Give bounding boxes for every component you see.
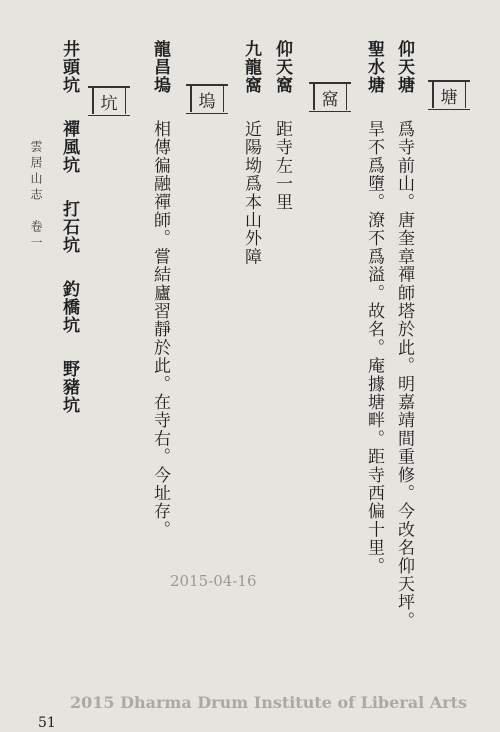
- keng-item: 釣橋坑: [59, 280, 79, 334]
- entry-term: 仰天塘: [394, 40, 414, 94]
- entry-term: 九龍窩: [241, 40, 261, 94]
- page-number: 51: [38, 715, 56, 731]
- section-heading-wo: 窩: [309, 82, 351, 112]
- keng-item: 打石坑: [59, 200, 79, 254]
- running-head: 雲居山志 卷一: [29, 140, 43, 252]
- entry-term: 聖水塘: [364, 40, 384, 94]
- entry-text: 旱不爲墮。潦不爲溢。故名。庵據塘畔。距寺西偏十里。: [364, 120, 384, 575]
- entry-term: 龍昌塢: [150, 40, 170, 94]
- section-heading-tang: 塘: [428, 80, 470, 110]
- keng-item: 野豬坑: [59, 360, 79, 414]
- entry-text: 近陽坳爲本山外障: [241, 120, 261, 266]
- section-heading-wu: 塢: [186, 84, 228, 114]
- watermark: 2015 Dharma Drum Institute of Liberal Arts: [70, 693, 467, 712]
- entry-term: 仰天窩: [272, 40, 292, 94]
- entry-text: 爲寺前山。唐奎章禪師塔於此。明嘉靖間重修。今改名仰天坪。: [394, 120, 414, 630]
- keng-item: 井頭坑: [59, 40, 79, 94]
- entry-text: 相傳徧融禪師。嘗結廬習靜於此。在寺右。今址存。: [150, 120, 170, 539]
- entry-text: 距寺左一里: [272, 120, 292, 211]
- keng-item: 禪風坑: [59, 120, 79, 174]
- date-stamp: 2015-04-16: [170, 572, 257, 590]
- section-heading-keng: 坑: [88, 86, 130, 116]
